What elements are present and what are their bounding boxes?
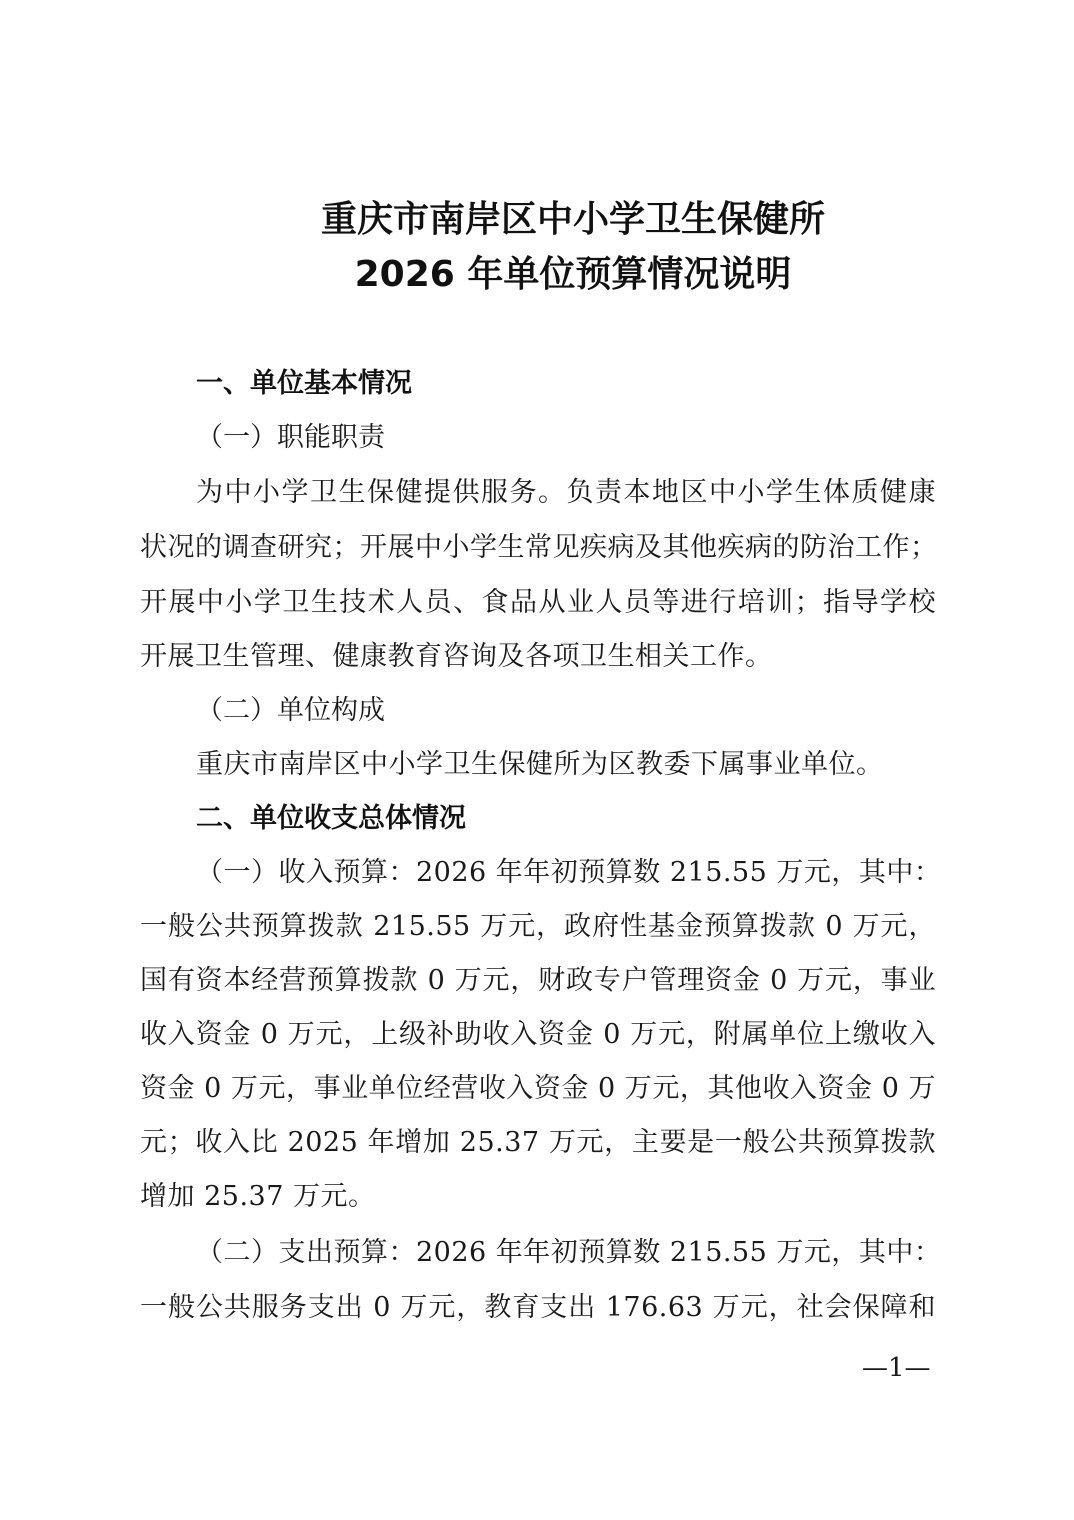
paragraph-line: 一般公共预算拨款 215.55 万元，政府性基金预算拨款 0 万元， [140, 911, 936, 942]
paragraph-line: 增加 25.37 万元。 [140, 1181, 376, 1212]
paragraph-line: 资金 0 万元，事业单位经营收入资金 0 万元，其他收入资金 0 万 [140, 1073, 936, 1104]
paragraph-line: （一）收入预算：2026 年年初预算数 215.55 万元，其中： [196, 857, 942, 888]
paragraph-line: 状况的调查研究；开展中小学生常见疾病及其他疾病的防治工作； [140, 532, 938, 563]
section-heading-basic-info: 一、单位基本情况 [196, 368, 412, 399]
paragraph-line: 开展卫生管理、健康教育咨询及各项卫生相关工作。 [140, 641, 773, 672]
section-heading-budget-overview: 二、单位收支总体情况 [196, 803, 466, 834]
paragraph-line: 收入资金 0 万元，上级补助收入资金 0 万元，附属单位上缴收入 [140, 1019, 936, 1050]
paragraph-line: 重庆市南岸区中小学卫生保健所为区教委下属事业单位。 [196, 749, 884, 780]
document-title-line1: 重庆市南岸区中小学卫生保健所 [320, 199, 825, 240]
paragraph-line: 开展中小学卫生技术人员、食品从业人员等进行培训；指导学校 [140, 587, 936, 618]
paragraph-line: 国有资本经营预算拨款 0 万元，财政专户管理资金 0 万元，事业 [140, 965, 936, 996]
paragraph-line: 为中小学卫生保健提供服务。负责本地区中小学生体质健康 [196, 477, 936, 508]
paragraph-line: 元；收入比 2025 年增加 25.37 万元，主要是一般公共预算拨款 [140, 1127, 936, 1158]
subsection-heading-composition: （二）单位构成 [196, 695, 385, 726]
paragraph-line: （二）支出预算：2026 年年初预算数 215.55 万元，其中： [196, 1237, 942, 1268]
paragraph-line: 一般公共服务支出 0 万元，教育支出 176.63 万元，社会保障和 [140, 1292, 936, 1323]
subsection-heading-functions: （一）职能职责 [196, 422, 385, 453]
document-title-line2: 2026 年单位预算情况说明 [354, 254, 792, 295]
page-number: —1— [862, 1353, 931, 1383]
